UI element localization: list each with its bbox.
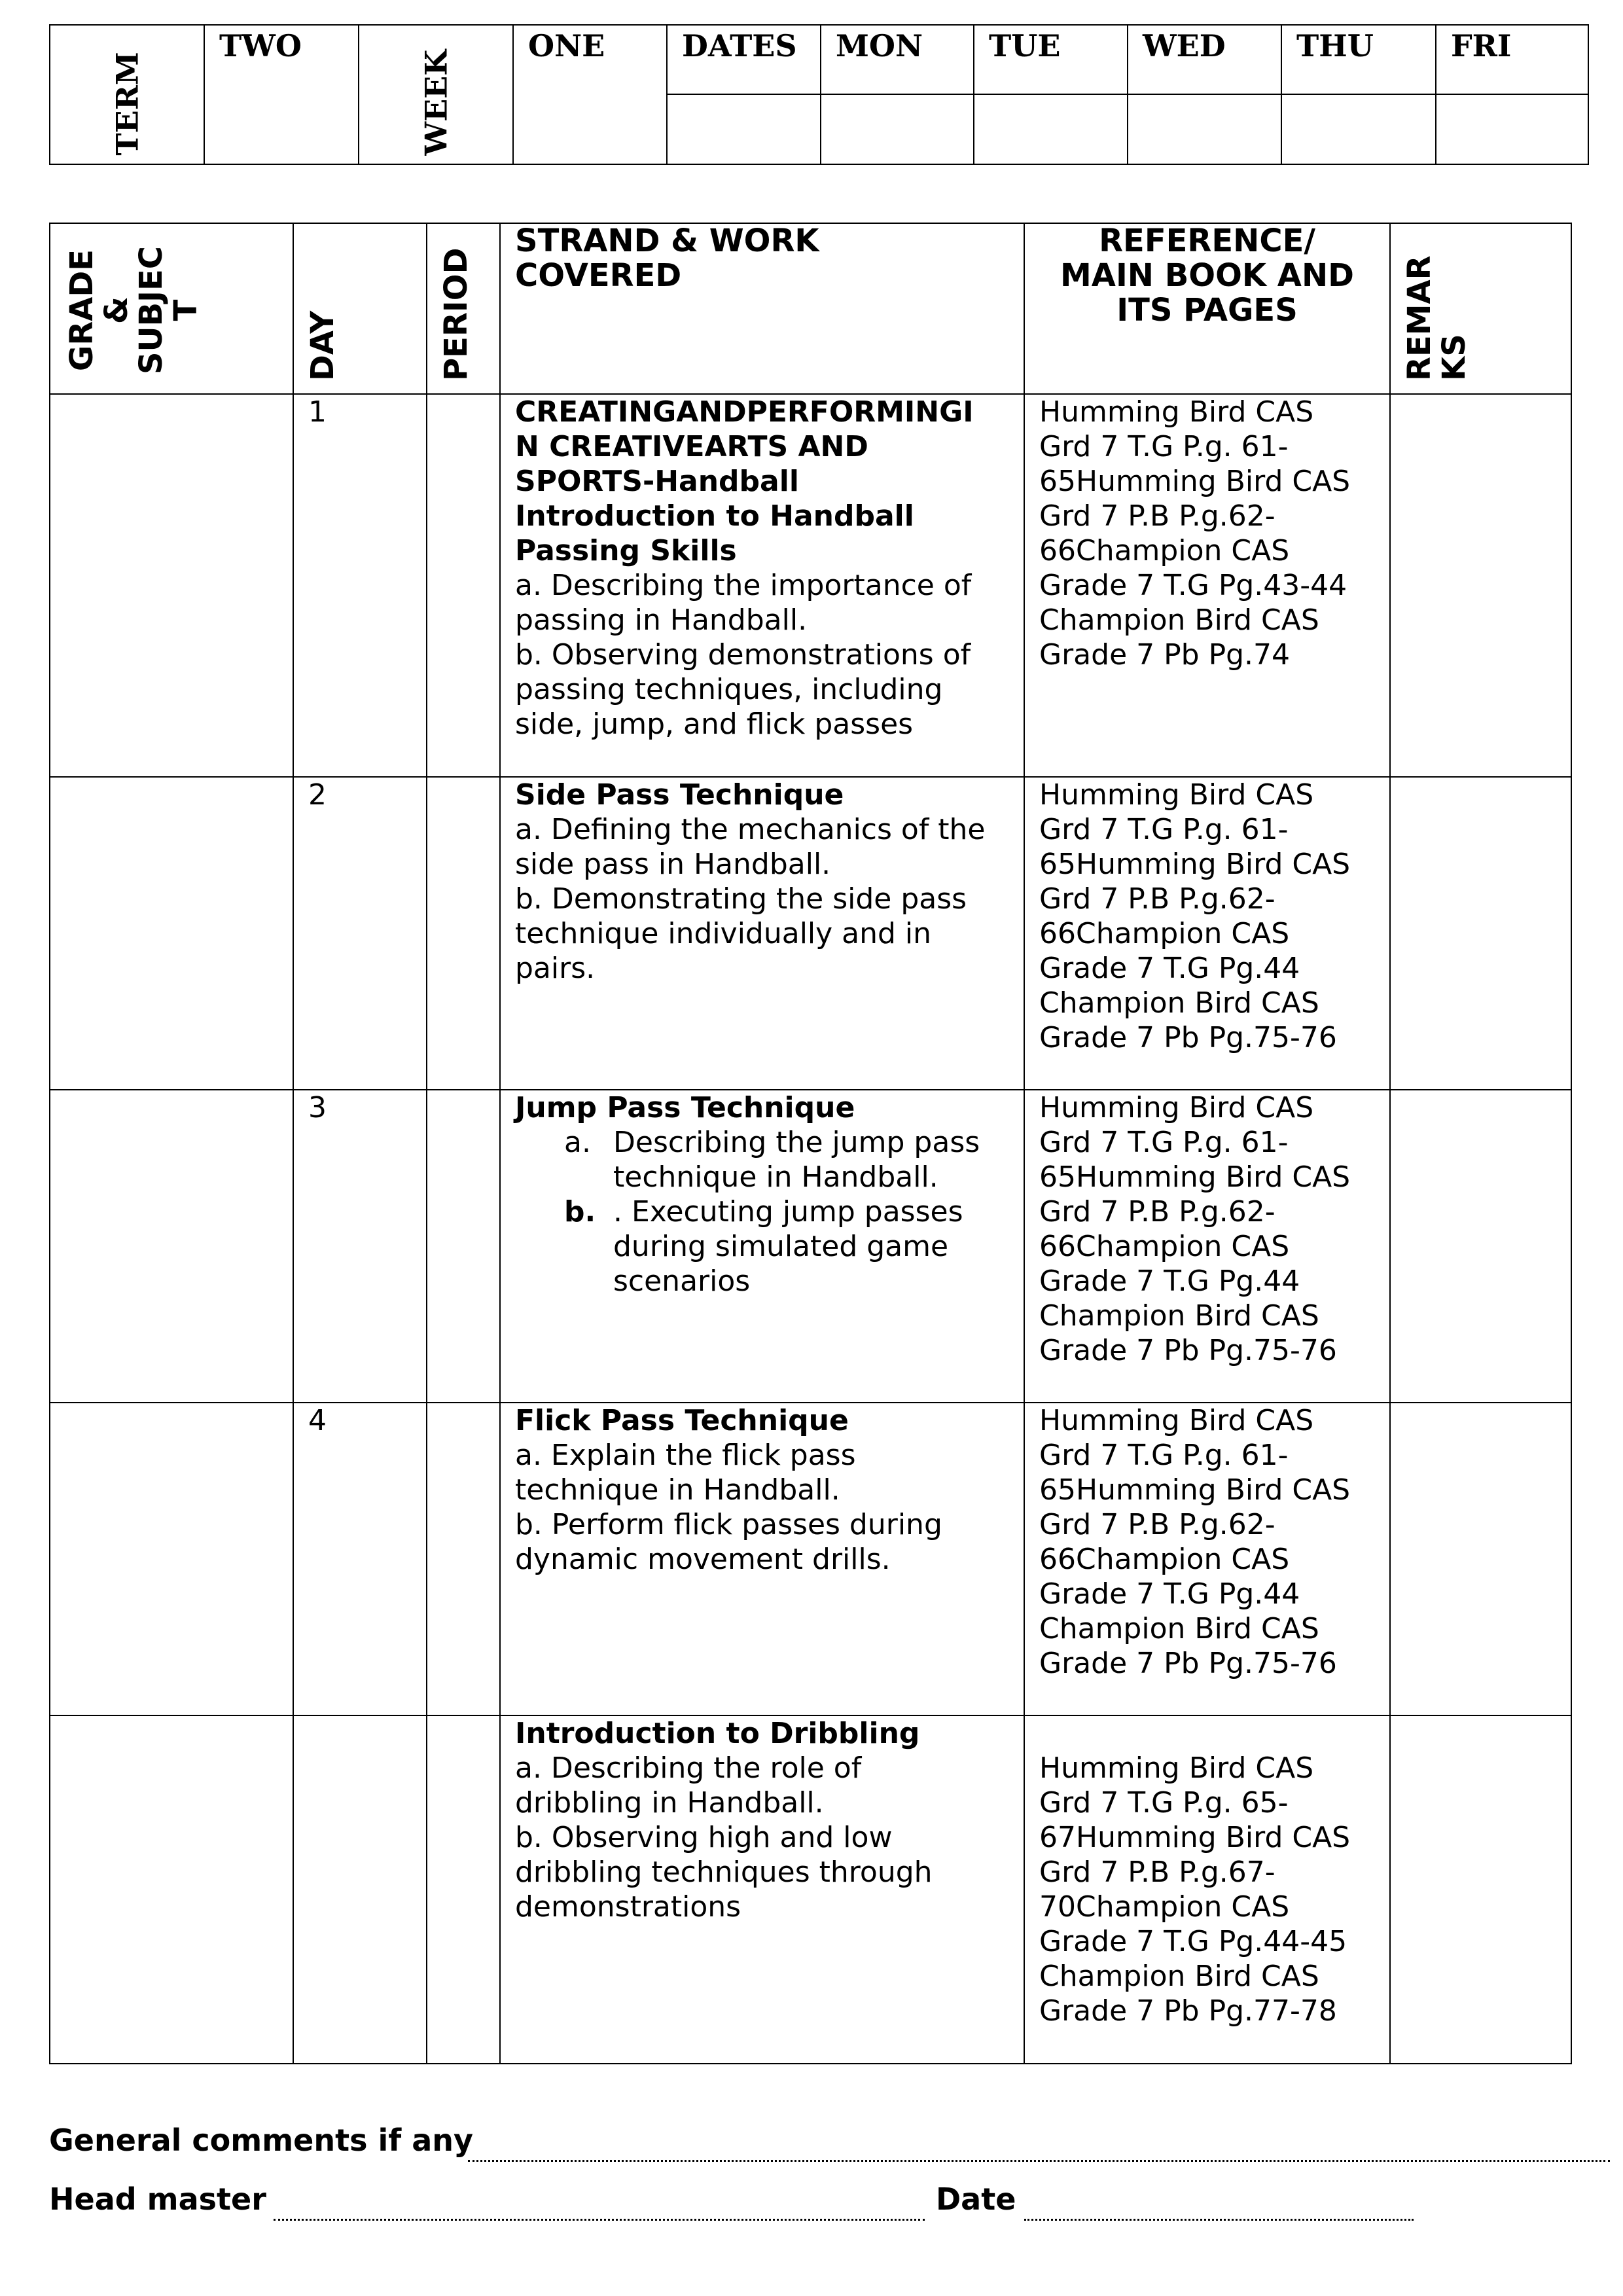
period-header: [427, 223, 500, 394]
reference-header-line: REFERENCE/: [1099, 223, 1315, 259]
reference-line: Grade 7 Pb Pg.75-76: [1039, 1647, 1337, 1680]
day-cell: 4: [293, 1403, 427, 1715]
strand-cell: [500, 777, 1024, 1090]
strand-header: [500, 223, 1024, 394]
remarks-cell[interactable]: [1390, 1715, 1571, 2064]
remarks-cell[interactable]: [1390, 1090, 1571, 1403]
term-label: TERM: [109, 52, 145, 156]
reference-cell: [1024, 394, 1390, 777]
reference-line: 67Humming Bird CAS: [1039, 1821, 1351, 1854]
grade-subject-cell[interactable]: [50, 1715, 293, 2064]
remarks-cell[interactable]: [1390, 1403, 1571, 1715]
day-fri: FRI: [1436, 25, 1588, 94]
strand-text-line: b. Observing high and low: [515, 1821, 893, 1854]
grade-subject-line: T: [168, 299, 204, 321]
reference-line: Grd 7 P.B P.g.67-: [1039, 1856, 1275, 1889]
dates-value-cell[interactable]: [667, 94, 821, 164]
reference-line: Grd 7 P.B P.g.62-: [1039, 499, 1275, 533]
day-cell: 3: [293, 1090, 427, 1403]
reference-line: Grd 7 T.G P.g. 61-: [1039, 813, 1289, 846]
reference-header: [1024, 223, 1390, 394]
reference-cell: [1024, 1403, 1390, 1715]
reference-line: 66Champion CAS: [1039, 534, 1290, 567]
reference-line: Champion Bird CAS: [1039, 1299, 1319, 1333]
day-wed: WED: [1128, 25, 1281, 94]
reference-line: Humming Bird CAS: [1039, 1404, 1314, 1437]
reference-line: Humming Bird CAS: [1039, 778, 1314, 812]
list-text-line: technique in Handball.: [613, 1160, 938, 1194]
reference-line: Grade 7 Pb Pg.74: [1039, 638, 1291, 672]
scheme-of-work-table: [49, 223, 1572, 2064]
strand-text-line: passing in Handball.: [515, 603, 808, 637]
grade-subject-cell[interactable]: [50, 777, 293, 1090]
reference-line: Grd 7 P.B P.g.62-: [1039, 1195, 1275, 1229]
strand-text-line: a. Describing the role of: [515, 1751, 862, 1785]
reference-line: Grade 7 T.G Pg.44: [1039, 952, 1300, 985]
reference-header-line: MAIN BOOK AND: [1060, 257, 1354, 294]
strand-text-line: passing techniques, including: [515, 673, 943, 706]
day-cell: 1: [293, 394, 427, 777]
list-text-line: during simulated game: [613, 1230, 949, 1263]
grade-subject-line: SUBJEC: [133, 246, 169, 375]
dates-label: DATES: [667, 25, 821, 94]
list-marker: a.: [564, 1126, 591, 1159]
remarks-cell[interactable]: [1390, 777, 1571, 1090]
reference-line: Grd 7 T.G P.g. 61-: [1039, 1126, 1289, 1159]
reference-line: Champion Bird CAS: [1039, 1960, 1319, 1993]
reference-line: Champion Bird CAS: [1039, 986, 1319, 1020]
strand-text-line: technique individually and in: [515, 917, 932, 950]
strand-cell: [500, 1715, 1024, 2064]
table-row: [50, 1090, 1571, 1403]
wed-date-cell[interactable]: [1128, 94, 1281, 164]
grade-subject-line: GRADE: [63, 249, 100, 372]
remarks-cell[interactable]: [1390, 394, 1571, 777]
reference-header-line: ITS PAGES: [1116, 292, 1298, 329]
reference-line: Grade 7 Pb Pg.75-76: [1039, 1334, 1337, 1367]
reference-line: Grade 7 T.G Pg.44-45: [1039, 1925, 1347, 1958]
list-item: [515, 1125, 1009, 1194]
remarks-header: [1390, 223, 1571, 394]
day-header-label: DAY: [304, 310, 341, 381]
reference-line: Grade 7 T.G Pg.43-44: [1039, 569, 1347, 602]
strand-text-line: side, jump, and flick passes: [515, 708, 914, 741]
reference-line: Grade 7 Pb Pg.77-78: [1039, 1994, 1337, 2028]
remarks-header-line: REMAR: [1401, 255, 1438, 381]
week-value: ONE: [513, 25, 667, 164]
day-header: [293, 223, 427, 394]
strand-text-line: a. Explain the flick pass: [515, 1439, 856, 1472]
list-item: [515, 1194, 1009, 1299]
grade-subject-cell[interactable]: [50, 394, 293, 777]
strand-text-line: b. Perform flick passes during: [515, 1508, 942, 1541]
strand-cell: [500, 394, 1024, 777]
reference-line: 66Champion CAS: [1039, 917, 1290, 950]
grade-subject-header: [50, 223, 293, 394]
strand-text-line: a. Defining the mechanics of the: [515, 813, 986, 846]
list-marker: b.: [564, 1195, 596, 1229]
reference-line: 66Champion CAS: [1039, 1543, 1290, 1576]
period-cell[interactable]: [427, 777, 500, 1090]
strand-header-line: STRAND & WORK: [515, 223, 819, 259]
grade-subject-line: &: [98, 296, 135, 324]
reference-line: 65Humming Bird CAS: [1039, 848, 1351, 881]
strand-text-line: dynamic movement drills.: [515, 1543, 891, 1576]
reference-line: Grd 7 T.G P.g. 61-: [1039, 430, 1289, 463]
strand-text-line: dribbling techniques through: [515, 1856, 933, 1889]
reference-line: 65Humming Bird CAS: [1039, 1160, 1351, 1194]
day-thu: THU: [1281, 25, 1436, 94]
table-row: [50, 1715, 1571, 2064]
strand-title-line: Introduction to Dribbling: [515, 1717, 920, 1750]
strand-title-line: Jump Pass Technique: [515, 1091, 855, 1124]
strand-text-line: a. Describing the importance of: [515, 569, 972, 602]
grade-subject-cell[interactable]: [50, 1403, 293, 1715]
strand-cell: [500, 1403, 1024, 1715]
strand-text-line: side pass in Handball.: [515, 848, 831, 881]
period-cell[interactable]: [427, 1715, 500, 2064]
strand-text-line: demonstrations: [515, 1890, 741, 1924]
reference-line: 65Humming Bird CAS: [1039, 1473, 1351, 1507]
strand-text-line: pairs.: [515, 952, 596, 985]
table-header-row: [50, 223, 1571, 394]
strand-text-line: dribbling in Handball.: [515, 1786, 824, 1820]
strand-title-line: Introduction to Handball: [515, 499, 914, 533]
term-value: TWO: [204, 25, 359, 164]
reference-line: 65Humming Bird CAS: [1039, 465, 1351, 498]
head-master-signature-line[interactable]: [274, 2219, 925, 2221]
list-text-line: . Executing jump passes: [613, 1195, 963, 1229]
term-week-header-table: [49, 24, 1589, 165]
period-cell[interactable]: [427, 394, 500, 777]
strand-text-line: technique in Handball.: [515, 1473, 840, 1507]
reference-line: 70Champion CAS: [1039, 1890, 1290, 1924]
reference-line: Grd 7 P.B P.g.62-: [1039, 882, 1275, 916]
reference-line: Grd 7 T.G P.g. 61-: [1039, 1439, 1289, 1472]
reference-cell: [1024, 777, 1390, 1090]
table-row: [50, 1403, 1571, 1715]
reference-line: Humming Bird CAS: [1039, 1751, 1314, 1785]
period-cell[interactable]: [427, 1090, 500, 1403]
day-tue: TUE: [974, 25, 1128, 94]
reference-line: Humming Bird CAS: [1039, 1091, 1314, 1124]
strand-text-line: b. Demonstrating the side pass: [515, 882, 967, 916]
mon-date-cell[interactable]: [821, 94, 974, 164]
remarks-header-line: KS: [1436, 334, 1472, 381]
reference-line: Grd 7 P.B P.g.62-: [1039, 1508, 1275, 1541]
strand-title-line: CREATINGANDPERFORMINGI: [515, 395, 974, 429]
general-comments-line[interactable]: [468, 2160, 1610, 2162]
head-master-label: Head master: [49, 2181, 266, 2217]
reference-cell: [1024, 1090, 1390, 1403]
day-cell: 2: [293, 777, 427, 1090]
reference-line: Grd 7 T.G P.g. 65-: [1039, 1786, 1289, 1820]
general-comments-label: General comments if any: [49, 2123, 474, 2158]
day-cell: [293, 1715, 427, 2064]
grade-subject-cell[interactable]: [50, 1090, 293, 1403]
day-mon: MON: [821, 25, 974, 94]
table-row: [50, 777, 1571, 1090]
reference-line: Humming Bird CAS: [1039, 395, 1314, 429]
date-label: Date: [936, 2181, 1016, 2217]
list-text-line: scenarios: [613, 1265, 751, 1298]
reference-line: Champion Bird CAS: [1039, 603, 1319, 637]
thu-date-cell[interactable]: [1281, 94, 1436, 164]
week-label-cell: [359, 25, 513, 164]
term-label-cell: [50, 25, 204, 164]
period-header-label: PERIOD: [438, 247, 474, 381]
reference-line: Grade 7 Pb Pg.75-76: [1039, 1021, 1337, 1054]
tue-date-cell[interactable]: [974, 94, 1128, 164]
strand-title-line: Passing Skills: [515, 534, 737, 567]
reference-cell: [1024, 1715, 1390, 2064]
strand-header-line: COVERED: [515, 257, 682, 294]
period-cell[interactable]: [427, 1403, 500, 1715]
week-label: WEEK: [418, 50, 454, 156]
strand-cell: [500, 1090, 1024, 1403]
strand-title-line: Side Pass Technique: [515, 778, 844, 812]
fri-date-cell[interactable]: [1436, 94, 1588, 164]
date-line[interactable]: [1024, 2219, 1414, 2221]
list-text-line: Describing the jump pass: [613, 1126, 980, 1159]
reference-line: Grade 7 T.G Pg.44: [1039, 1577, 1300, 1611]
reference-line: 66Champion CAS: [1039, 1230, 1290, 1263]
reference-line: Grade 7 T.G Pg.44: [1039, 1265, 1300, 1298]
strand-title-line: N CREATIVEARTS AND: [515, 430, 868, 463]
strand-title-line: SPORTS-Handball: [515, 465, 799, 498]
strand-text-line: b. Observing demonstrations of: [515, 638, 971, 672]
table-row: [50, 394, 1571, 777]
reference-line: Champion Bird CAS: [1039, 1612, 1319, 1645]
strand-title-line: Flick Pass Technique: [515, 1404, 849, 1437]
